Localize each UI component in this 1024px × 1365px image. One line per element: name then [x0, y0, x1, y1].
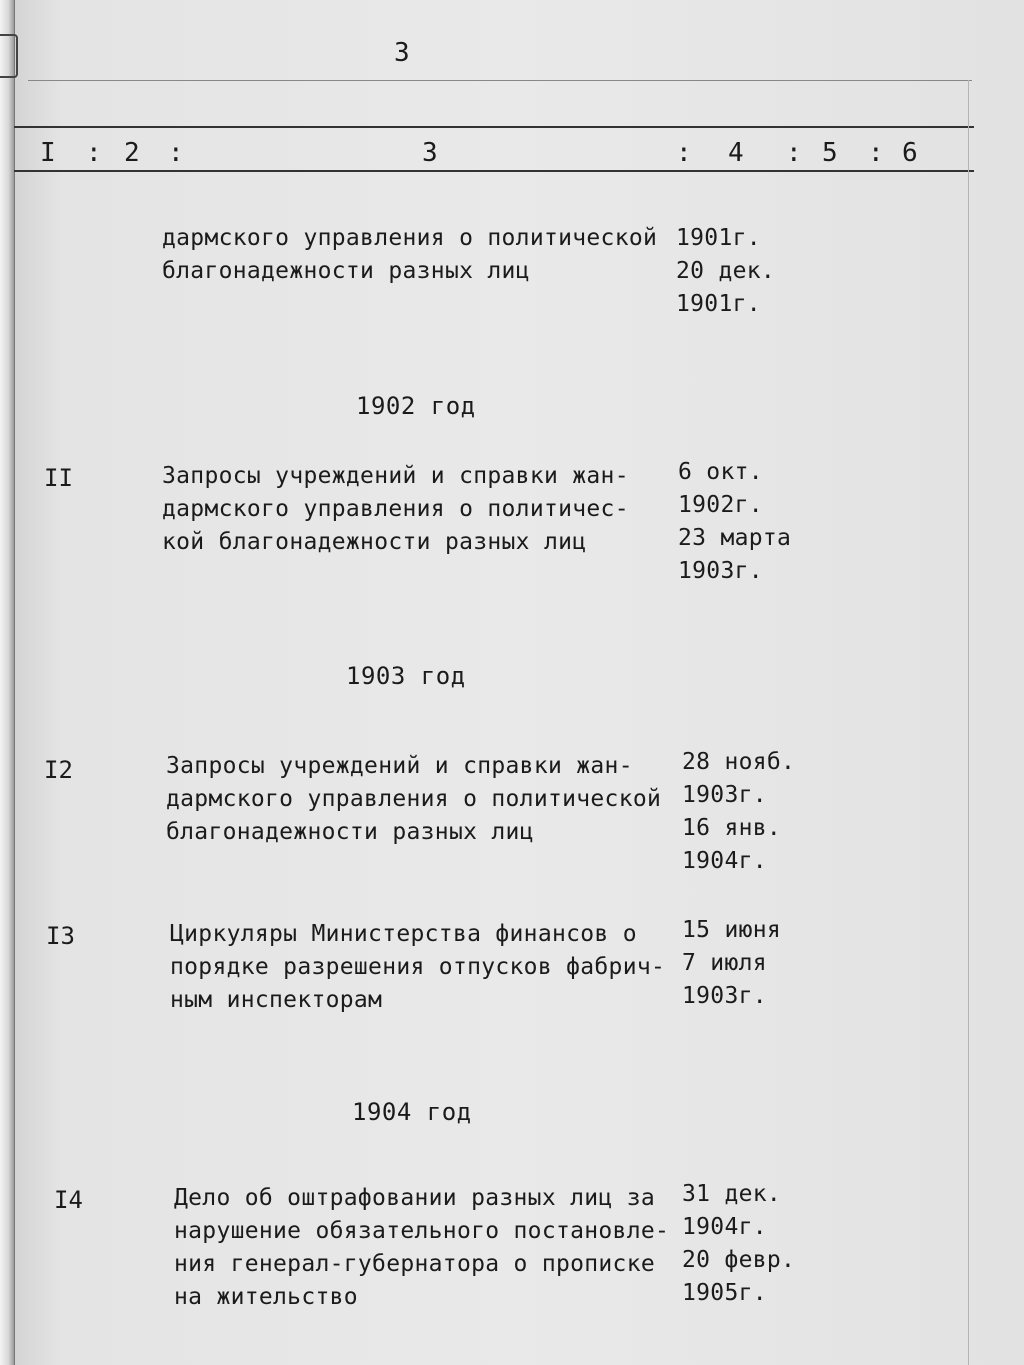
entry-number: I3 [46, 922, 75, 950]
date-line: 16 янв. [682, 815, 782, 841]
date-line: 31 дек. [682, 1181, 782, 1207]
date-line: 1902г. [678, 492, 763, 518]
date-line: 28 нояб. [682, 749, 796, 775]
date-line: 1903г. [682, 782, 767, 808]
description-line: нарушение обязательного постановле- [174, 1218, 670, 1244]
entry-description [170, 918, 665, 1017]
entry-dates [678, 456, 791, 588]
header-sep: : [676, 138, 692, 168]
description-line: ным инспекторам [170, 987, 383, 1013]
header-sep: : [786, 138, 802, 168]
page-number: 3 [394, 38, 410, 68]
date-line: 1903г. [682, 983, 767, 1009]
entry-number: II [44, 464, 73, 492]
date-line: 20 дек. [676, 258, 776, 284]
entry-dates [676, 222, 775, 321]
entry-dates [682, 746, 795, 878]
margin-line [968, 80, 969, 1365]
header-col-5: 5 [822, 138, 838, 168]
date-line: 1905г. [682, 1280, 767, 1306]
binding-edge [0, 0, 15, 1365]
header-rule-bottom [14, 170, 974, 172]
description-line: порядке разрешения отпусков фабрич- [170, 954, 666, 980]
date-line: 20 февр. [682, 1247, 796, 1273]
header-sep: : [168, 138, 184, 168]
top-rule [28, 80, 972, 81]
date-line: 1904г. [682, 848, 767, 874]
header-sep: : [86, 138, 102, 168]
entry-number: I2 [44, 756, 73, 784]
description-line: благонадежности разных лиц [166, 819, 534, 845]
date-line: 1901г. [676, 291, 761, 317]
entry-dates [682, 1178, 795, 1310]
description-line: дармского управления о политичес- [162, 496, 629, 522]
entry-description [162, 460, 629, 559]
header-sep: : [868, 138, 884, 168]
date-line: 23 марта [678, 525, 792, 551]
date-line: 1903г. [678, 558, 763, 584]
year-heading: 1903 год [346, 662, 466, 690]
description-line: благонадежности разных лиц [162, 258, 530, 284]
entry-description [174, 1182, 669, 1314]
description-line: Циркуляры Министерства финансов о [170, 921, 637, 947]
description-line: ния генерал-губернатора о прописке [174, 1251, 656, 1277]
date-line: 7 июля [682, 950, 767, 976]
date-line: 1901г. [676, 225, 761, 251]
header-col-4: 4 [728, 138, 744, 168]
description-line: Запросы учреждений и справки жан- [162, 463, 629, 489]
description-line: Дело об оштрафовании разных лиц за [174, 1185, 656, 1211]
header-col-3: 3 [422, 138, 438, 168]
description-line: дармского управления о политической [166, 786, 662, 812]
date-line: 6 окт. [678, 459, 763, 485]
year-heading: 1904 год [352, 1098, 472, 1126]
year-heading: 1902 год [356, 392, 476, 420]
header-col-2: 2 [124, 138, 140, 168]
date-line: 1904г. [682, 1214, 767, 1240]
description-line: дармского управления о политической [162, 225, 658, 251]
description-line: кой благонадежности разных лиц [162, 529, 587, 555]
header-rule-top [14, 126, 974, 128]
description-line: на жительство [174, 1284, 358, 1310]
entry-description [162, 222, 657, 288]
description-line: Запросы учреждений и справки жан- [166, 753, 633, 779]
entry-number: I4 [54, 1186, 83, 1214]
entry-dates [682, 914, 781, 1013]
binding-bracket [0, 34, 18, 78]
header-col-6: 6 [902, 138, 918, 168]
entry-description [166, 750, 661, 849]
header-col-1: I [40, 138, 56, 168]
date-line: 15 июня [682, 917, 782, 943]
